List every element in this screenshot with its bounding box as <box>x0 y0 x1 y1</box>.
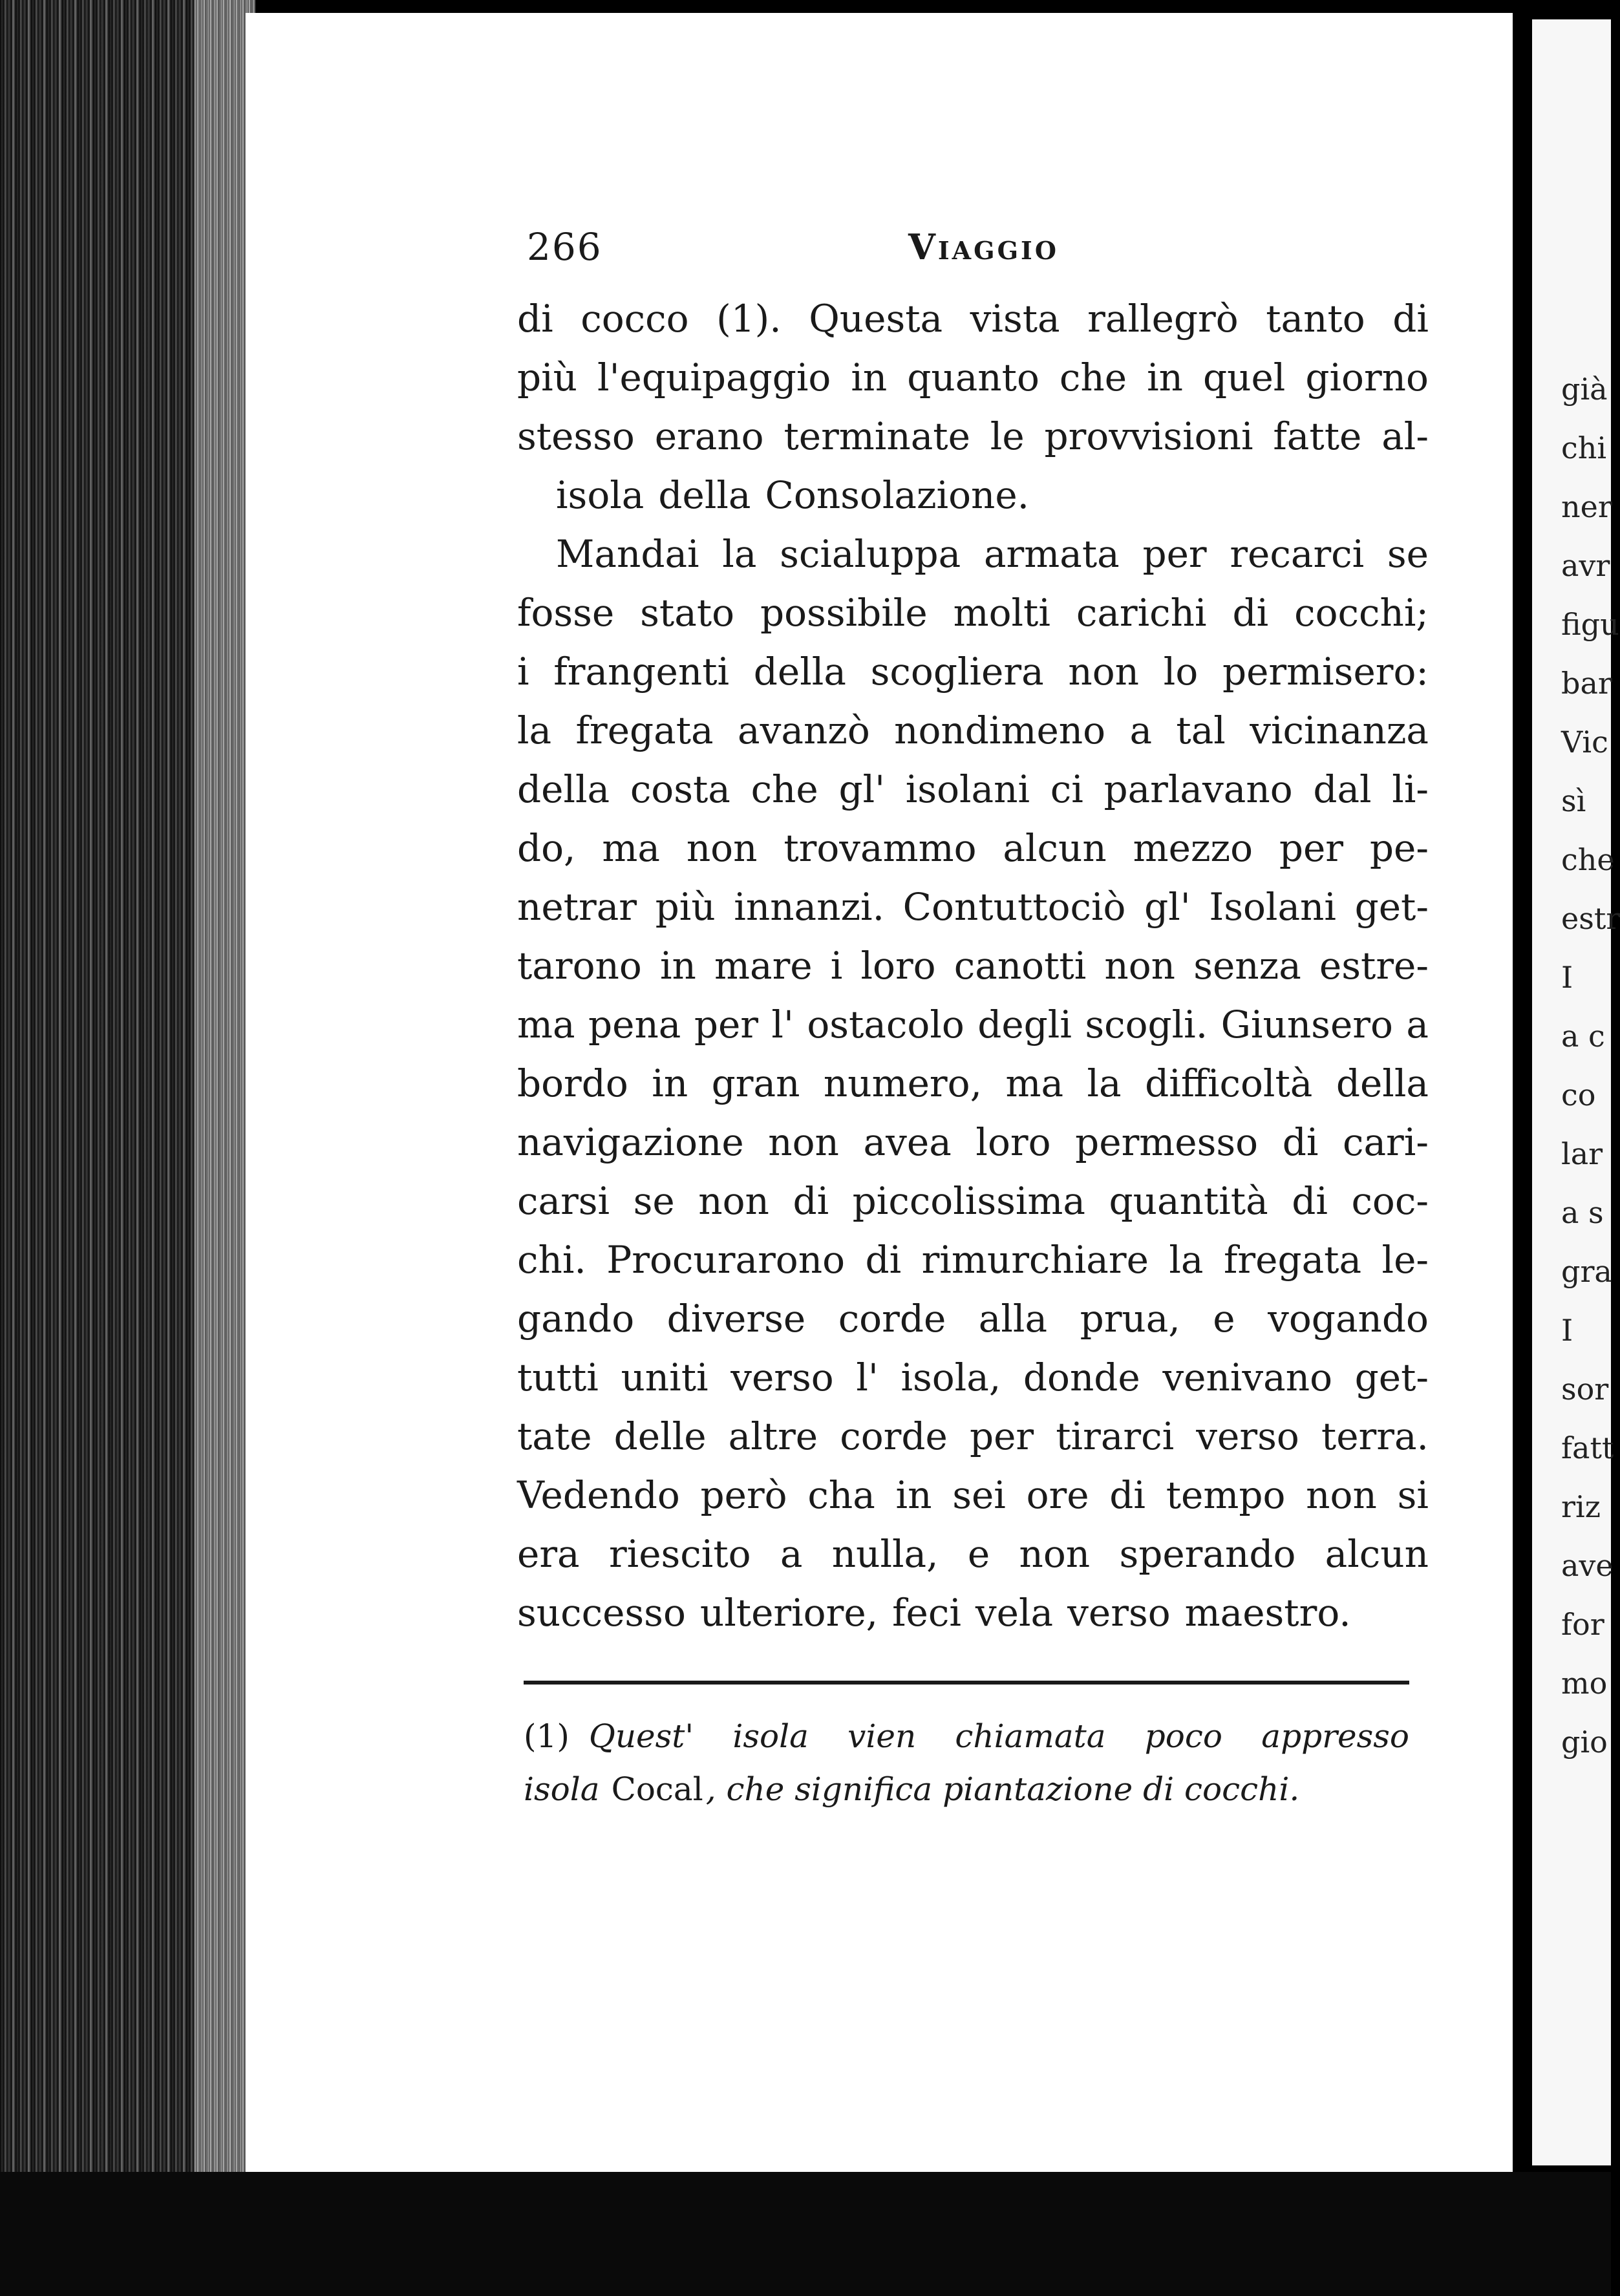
facing-page-text: for <box>1561 1607 1604 1642</box>
word: tate <box>517 1414 592 1458</box>
word: prua, <box>1080 1297 1180 1341</box>
facing-page-text: Vic <box>1561 725 1608 760</box>
word: sei <box>952 1473 1006 1517</box>
word: ore <box>1026 1473 1089 1517</box>
word: i <box>830 944 843 988</box>
word: di <box>1282 1120 1319 1164</box>
word: sperando <box>1119 1532 1296 1576</box>
word: al- <box>1381 414 1429 458</box>
word: canotti <box>954 944 1087 988</box>
word: stesso <box>517 414 635 458</box>
word: erano <box>654 414 764 458</box>
facing-page-text: bar <box>1561 666 1612 701</box>
word: chi. <box>517 1238 586 1282</box>
text-line <box>517 1054 1429 1113</box>
word: gl' <box>838 767 886 811</box>
word: isola, <box>901 1355 1001 1399</box>
word: di <box>517 297 553 341</box>
word: verso <box>1067 1591 1171 1635</box>
word: uniti <box>621 1355 709 1399</box>
facing-page-text: gra <box>1561 1254 1612 1289</box>
word: diverse <box>666 1297 806 1341</box>
footnote-name: Cocal <box>611 1770 703 1808</box>
word: se <box>1387 532 1429 576</box>
word: era <box>517 1532 580 1576</box>
word: avanzò <box>738 708 870 752</box>
word: gran <box>711 1061 800 1105</box>
word: innanzi. <box>734 885 885 929</box>
facing-page-text: estr <box>1561 901 1620 936</box>
word: l' <box>856 1355 879 1399</box>
word: permesso <box>1075 1120 1259 1164</box>
facing-page-text: avr <box>1561 548 1610 583</box>
text-line <box>517 643 1429 701</box>
footnote-text: Quest' isola vien chiamata poco appresso <box>588 1717 1409 1755</box>
word: cocchi; <box>1294 591 1429 635</box>
word: feci <box>892 1591 961 1635</box>
word: in <box>659 944 696 988</box>
word: la <box>517 708 552 752</box>
word: se <box>633 1179 675 1223</box>
word: quantità <box>1109 1179 1268 1223</box>
facing-page-text: fatt <box>1561 1430 1614 1465</box>
text-line <box>517 1407 1429 1466</box>
facing-page-text: ave <box>1561 1548 1614 1583</box>
text-line <box>517 878 1429 937</box>
text-line <box>517 1466 1429 1525</box>
word: rimurchiare <box>921 1238 1149 1282</box>
footnote-mark: (1) <box>524 1717 570 1755</box>
word: estre- <box>1319 944 1429 988</box>
word: get- <box>1354 885 1429 929</box>
word: le <box>990 414 1025 458</box>
word: fregata <box>1223 1238 1362 1282</box>
text-line <box>517 1348 1429 1407</box>
word: verso <box>1196 1414 1299 1458</box>
text-line <box>517 1584 1429 1642</box>
word: cocco <box>581 297 689 341</box>
word: non <box>686 826 758 870</box>
word: nondimeno <box>894 708 1106 752</box>
scan-background <box>0 2172 1611 2296</box>
word: costa <box>630 767 730 811</box>
facing-page-text: mo <box>1561 1666 1608 1701</box>
word: maestro. <box>1184 1591 1351 1635</box>
word: vogando <box>1268 1297 1429 1341</box>
word: alcun <box>1325 1532 1429 1576</box>
word: avea <box>863 1120 952 1164</box>
word: li- <box>1392 767 1429 811</box>
word: senza <box>1193 944 1301 988</box>
word: che <box>751 767 818 811</box>
word: loro <box>860 944 936 988</box>
word: dal <box>1313 767 1372 811</box>
word: parlavano <box>1103 767 1293 811</box>
word: però <box>700 1473 787 1517</box>
text-line <box>517 348 1429 407</box>
word: navigazione <box>517 1120 744 1164</box>
word: di <box>1392 297 1429 341</box>
facing-page-text: sì <box>1561 783 1586 818</box>
word: Isolani <box>1209 885 1336 929</box>
facing-page-text: co <box>1561 1078 1596 1112</box>
facing-page-text: a c <box>1561 1019 1605 1054</box>
word: cha <box>807 1473 875 1517</box>
word: alcun <box>1003 826 1107 870</box>
word: quanto <box>907 356 1039 399</box>
word: carsi <box>517 1179 610 1223</box>
running-header <box>527 225 1432 277</box>
word: stato <box>640 591 735 635</box>
word: della <box>658 473 751 517</box>
word: rallegrò <box>1087 297 1239 341</box>
word: la <box>1087 1061 1122 1105</box>
word: get- <box>1354 1355 1429 1399</box>
word: Vedendo <box>517 1473 680 1517</box>
word: della <box>753 650 846 694</box>
word: vicinanza <box>1250 708 1429 752</box>
word: riescito <box>608 1532 751 1576</box>
body-text <box>517 290 1429 1642</box>
facing-page-text: a s <box>1561 1195 1604 1230</box>
word: terra. <box>1321 1414 1429 1458</box>
text-line <box>517 1172 1429 1231</box>
word: fosse <box>517 591 615 635</box>
word: della <box>1336 1061 1429 1105</box>
word: venivano <box>1162 1355 1332 1399</box>
word: fatte <box>1273 414 1362 458</box>
facing-page-text: figu <box>1561 607 1619 642</box>
word: difficoltà <box>1145 1061 1313 1105</box>
word: loro <box>975 1120 1051 1164</box>
word: di <box>865 1238 902 1282</box>
word: pe- <box>1369 826 1429 870</box>
word: delle <box>613 1414 707 1458</box>
word: non <box>1306 1473 1377 1517</box>
word: tanto <box>1266 297 1365 341</box>
word: cari- <box>1342 1120 1429 1164</box>
text-line <box>517 937 1429 995</box>
word: mezzo <box>1133 826 1253 870</box>
text-line <box>517 1113 1429 1172</box>
word: la <box>722 532 757 576</box>
word: giorno <box>1305 356 1429 399</box>
word: le- <box>1381 1238 1429 1282</box>
facing-page-text: già <box>1561 372 1608 407</box>
word: quel <box>1202 356 1286 399</box>
word: l'equipaggio <box>597 356 831 399</box>
word: non <box>1019 1532 1091 1576</box>
facing-page-text: che <box>1561 842 1615 877</box>
word: in <box>1147 356 1183 399</box>
word: molti <box>953 591 1050 635</box>
word: si <box>1397 1473 1429 1517</box>
facing-page-text: gio <box>1561 1725 1608 1759</box>
word: provvisioni <box>1044 414 1253 458</box>
word: che <box>1059 356 1127 399</box>
running-title: Viaggio <box>908 226 1059 268</box>
word: ostacolo <box>807 1003 965 1047</box>
word: tempo <box>1166 1473 1286 1517</box>
footnote-text: isola <box>524 1770 600 1808</box>
word: corde <box>838 1297 946 1341</box>
facing-page-text: I <box>1561 1313 1573 1348</box>
text-line <box>517 584 1429 643</box>
word: Mandai <box>556 532 699 576</box>
word: do, <box>517 826 576 870</box>
word: per <box>969 1414 1034 1458</box>
word: tarono <box>517 944 642 988</box>
word: per <box>694 1003 758 1047</box>
word: altre <box>728 1414 818 1458</box>
text-line <box>517 760 1429 819</box>
word: della <box>517 767 610 811</box>
facing-page-text: chi <box>1561 430 1607 465</box>
word: donde <box>1023 1355 1140 1399</box>
word: in <box>652 1061 688 1105</box>
facing-page-text: sor <box>1561 1372 1609 1407</box>
word: ma <box>517 1003 575 1047</box>
word: Consolazione. <box>765 473 1030 517</box>
word: lo <box>1163 650 1199 694</box>
word: degli <box>977 1003 1072 1047</box>
word: scogliera <box>870 650 1044 694</box>
word: e <box>1213 1297 1235 1341</box>
word: fregata <box>575 708 714 752</box>
footnote-line <box>524 1710 1409 1763</box>
word: in <box>851 356 888 399</box>
word: scialuppa <box>780 532 961 576</box>
footnote-text: , che significa piantazione di cocchi. <box>705 1770 1300 1808</box>
text-line <box>517 290 1429 348</box>
facing-page-text: riz <box>1561 1489 1601 1524</box>
word: ma <box>602 826 660 870</box>
word: Questa <box>809 297 943 341</box>
word: successo <box>517 1591 686 1635</box>
text-line <box>517 525 1429 584</box>
footnote-line <box>524 1763 1409 1816</box>
word: corde <box>840 1414 948 1458</box>
word: tutti <box>517 1355 599 1399</box>
text-line <box>517 995 1429 1054</box>
word: più <box>517 356 578 399</box>
word: vela <box>975 1591 1054 1635</box>
text-line <box>517 701 1429 760</box>
word: armata <box>983 532 1120 576</box>
word: a <box>1406 1003 1429 1047</box>
word: di <box>793 1179 829 1223</box>
word: ma <box>1005 1061 1064 1105</box>
facing-page-text: ner <box>1561 489 1612 524</box>
word: nulla, <box>831 1532 939 1576</box>
word: per <box>1142 532 1207 576</box>
word: Contuttociò <box>902 885 1126 929</box>
word: per <box>1279 826 1344 870</box>
footnote-rule <box>524 1681 1409 1685</box>
word: ci <box>1050 767 1083 811</box>
word: l' <box>771 1003 794 1047</box>
word: numero, <box>823 1061 983 1105</box>
text-line <box>517 819 1429 878</box>
word: di <box>1109 1473 1146 1517</box>
word: isola <box>556 473 645 517</box>
text-line <box>517 1525 1429 1584</box>
word: coc- <box>1351 1179 1429 1223</box>
word: (1). <box>716 297 782 341</box>
text-line <box>517 407 1429 466</box>
word: verso <box>730 1355 834 1399</box>
word: bordo <box>517 1061 628 1105</box>
text-line <box>517 1290 1429 1348</box>
word: frangenti <box>553 650 730 694</box>
word: pena <box>588 1003 681 1047</box>
word: di <box>1232 591 1269 635</box>
page-number: 266 <box>527 225 602 269</box>
word: gl' <box>1144 885 1191 929</box>
word: a <box>780 1532 803 1576</box>
word: più <box>655 885 716 929</box>
word: non <box>768 1120 839 1164</box>
word: terminate <box>783 414 970 458</box>
word: gando <box>517 1297 635 1341</box>
word: carichi <box>1076 591 1207 635</box>
word: tal <box>1176 708 1226 752</box>
word: tirarci <box>1056 1414 1175 1458</box>
word: la <box>1169 1238 1204 1282</box>
word: Giunsero <box>1220 1003 1393 1047</box>
word: a <box>1129 708 1153 752</box>
word: trovammo <box>783 826 977 870</box>
footnote <box>524 1710 1409 1816</box>
word: non <box>1068 650 1140 694</box>
text-line <box>517 1231 1429 1290</box>
word: recarci <box>1230 532 1365 576</box>
word: di <box>1292 1179 1328 1223</box>
word: isolani <box>905 767 1030 811</box>
word: permisero: <box>1222 650 1429 694</box>
word: i <box>517 650 529 694</box>
text-line <box>517 466 1429 525</box>
word: mare <box>714 944 813 988</box>
facing-page-fragment <box>1532 19 1620 2165</box>
word: vista <box>970 297 1060 341</box>
word: non <box>1104 944 1176 988</box>
word: scogli. <box>1085 1003 1208 1047</box>
facing-page-text: I <box>1561 960 1573 995</box>
word: ulteriore, <box>699 1591 879 1635</box>
word: piccolissima <box>852 1179 1085 1223</box>
facing-page-text: lar <box>1561 1136 1603 1171</box>
word: non <box>698 1179 769 1223</box>
word: possibile <box>760 591 928 635</box>
word: e <box>967 1532 990 1576</box>
word: Procurarono <box>606 1238 845 1282</box>
word: alla <box>978 1297 1048 1341</box>
word: netrar <box>517 885 637 929</box>
word: in <box>895 1473 932 1517</box>
